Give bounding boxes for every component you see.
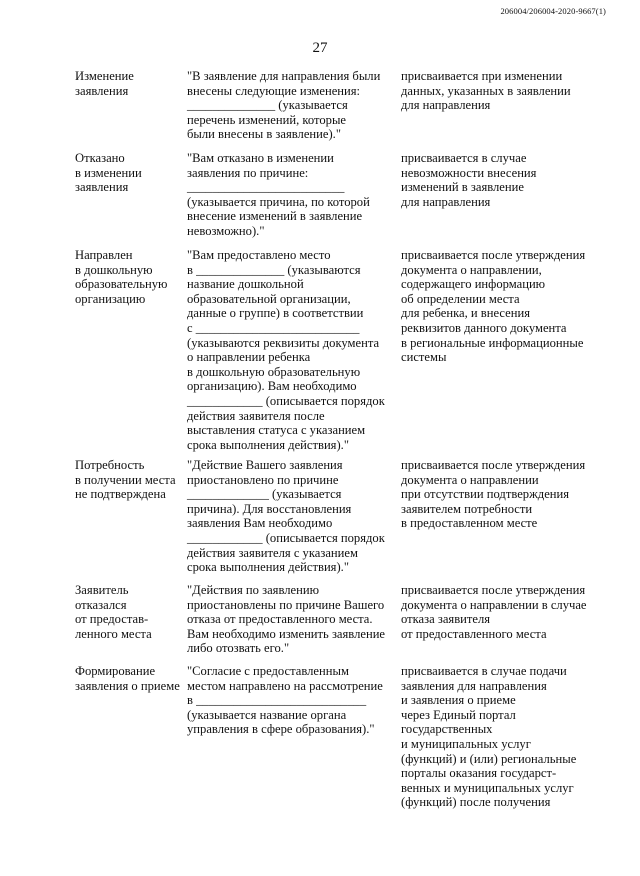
status-note: присваивается после утверждения документа о направлении в случае отказа заявителя от предоставленного места <box>401 583 587 641</box>
status-message: "Вам предоставлено место в ______________ (указываются название дошкольной образовательной организации, данные о группе) в соответствии с __________________________ (указываются реквизиты документа о направлении ребенка в дошкольную образовательную организацию). Вам необходимо ____________ (описывается порядок действия заявителя после выставления статуса с указанием срока выполнения действия)." <box>187 248 385 452</box>
status-name: Направлен в дошкольную образовательную организацию <box>75 248 168 306</box>
status-name: Изменение заявления <box>75 69 134 98</box>
status-note: присваивается в случае невозможности внесения изменений в заявление для направления <box>401 151 537 209</box>
status-name: Потребность в получении места не подтверждена <box>75 458 176 502</box>
status-message: "Действия по заявлению приостановлены по причине Вашего отказа от предоставленного места. Вам необходимо изменить заявление либо отозвать его." <box>187 583 386 656</box>
status-note: присваивается после утверждения документа о направлении, содержащего информацию об определении места для ребенка, и внесения реквизитов данного документа в региональные информационные системы <box>401 248 586 365</box>
status-name: Отказано в изменении заявления <box>75 151 142 195</box>
status-message: "В заявление для направления были внесены следующие изменения: ______________ (указывается перечень изменений, которые были внесены в заявление)." <box>187 69 381 142</box>
status-message: "Действие Вашего заявления приостановлено по причине _____________ (указывается причина). Для восстановления заявления Вам необходимо ____________ (описывается порядок действия заявителя с указанием срока выполнения действия)." <box>187 458 385 575</box>
status-name: Заявитель отказался от предостав- ленного места <box>75 583 152 641</box>
document-id: 206004/206004-2020-9667(1) <box>500 6 606 16</box>
status-name: Формирование заявления о приеме <box>75 664 180 693</box>
status-note: присваивается в случае подачи заявления для направления и заявления о приеме через Единый портал государственных и муниципальных услуг (функций) и (или) региональные порталы оказания государст- венных и муниципальных услуг (функций) после получения <box>401 664 577 810</box>
status-message: "Вам отказано в изменении заявления по причине: _________________________ (указывается причина, по которой внесение изменений в заявление невозможно)." <box>187 151 370 238</box>
page-number: 27 <box>312 40 328 56</box>
status-note: присваивается после утверждения документа о направлении при отсутствии подтверждения заявителем потребности в предоставленном месте <box>401 458 586 531</box>
status-message: "Согласие с предоставленным местом направлено на рассмотрение в ___________________________ (указывается название органа управления в сфере образования)." <box>187 664 383 737</box>
status-note: присваивается при изменении данных, указанных в заявлении для направления <box>401 69 571 113</box>
